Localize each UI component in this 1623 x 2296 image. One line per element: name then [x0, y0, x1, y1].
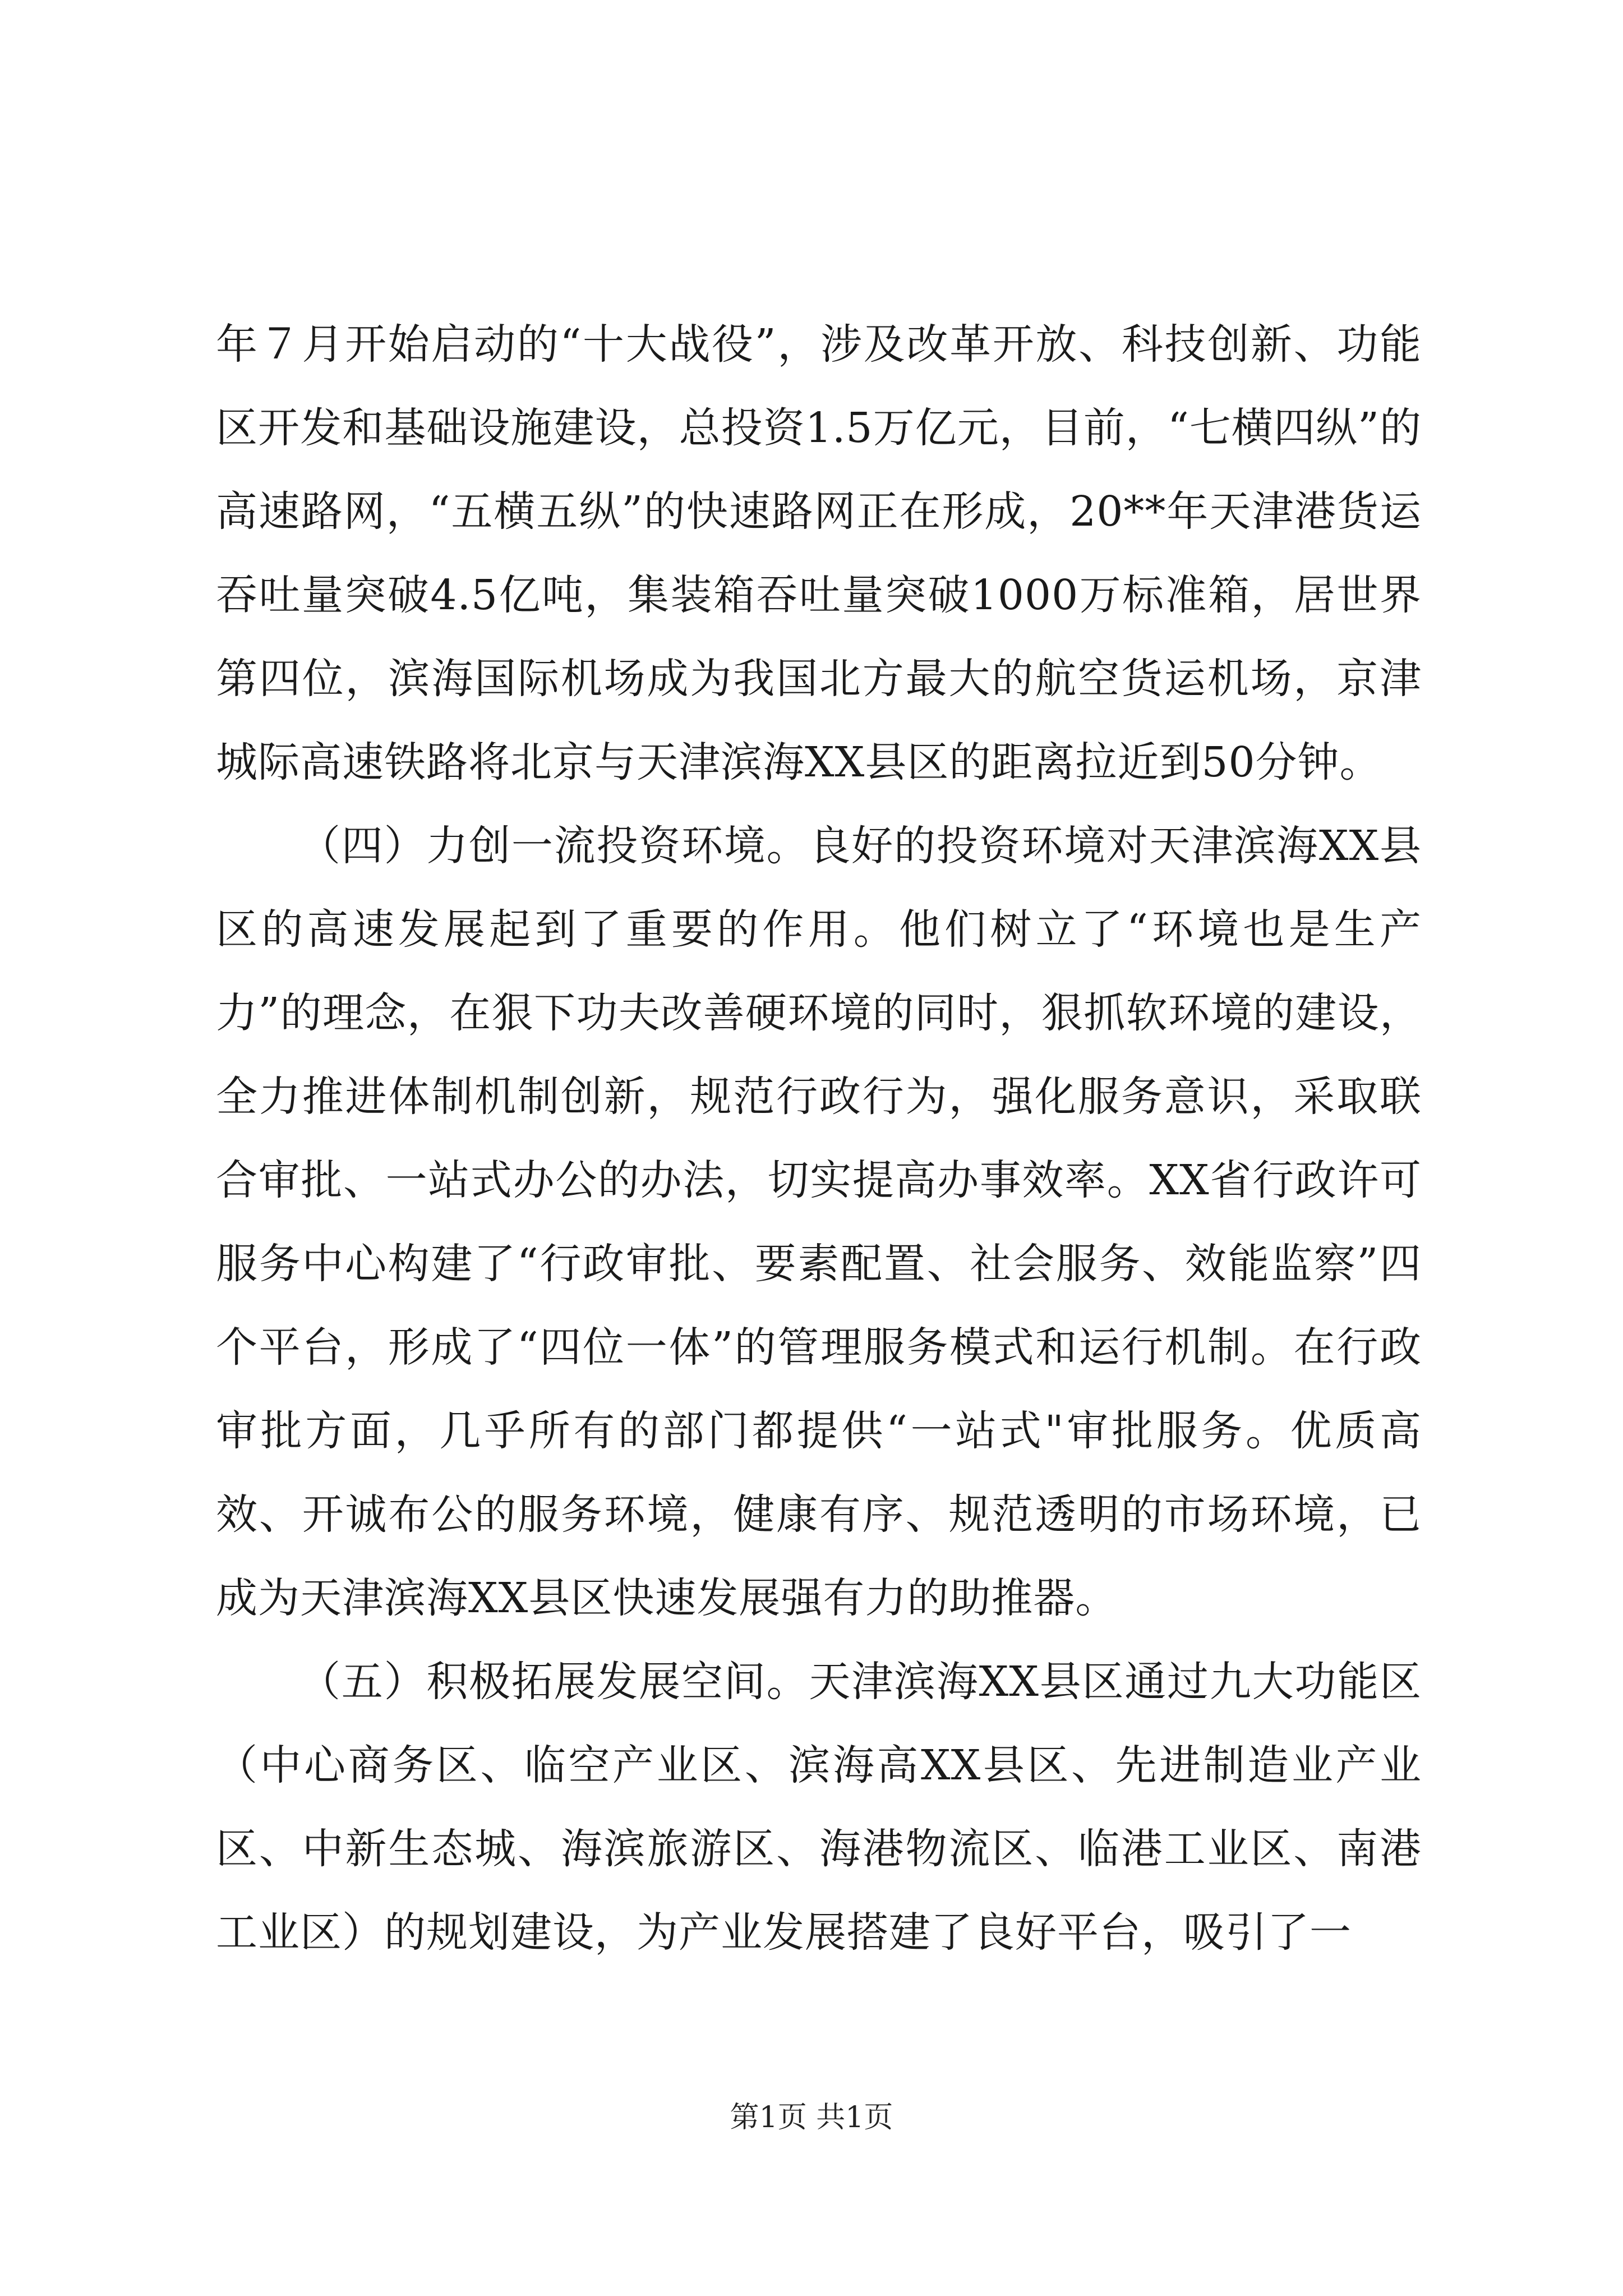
- paragraph-3: （五）积极拓展发展空间。天津滨海XX县区通过九大功能区（中心商务区、临空产业区、滨海高XX县区、先进制造业产业区、中新生态城、海滨旅游区、海港物流区、临港工业区、南港工业区）的规划建设，为产业发展搭建了良好平台，吸引了一: [216, 1658, 1422, 1957]
- page-footer: 第1页 共1页: [730, 2101, 893, 2134]
- document-body: [216, 303, 1422, 1975]
- paragraph-2: （四）力创一流投资环境。良好的投资环境对天津滨海XX县区的高速发展起到了重要的作用。他们树立了“环境也是生产力”的理念，在狠下功夫改善硬环境的同时，狠抓软环境的建设，全力推进体制机制创新，规范行政行为，强化服务意识，采取联合审批、一站式办公的办法，切实提高办事效率。XX省行政许可服务中心构建了“行政审批、要素配置、社会服务、效能监察”四个平台，形成了“四位一体”的管理服务模式和运行机制。在行政审批方面，几乎所有的部门都提供“一站式"审批服务。优质高效、开诚布公的服务环境，健康有序、规范透明的市场环境，已成为天津滨海XX县区快速发展强有力的助推器。: [216, 822, 1422, 1622]
- paragraph-1: 年７月开始启动的“十大战役”，涉及改革开放、科技创新、功能区开发和基础设施建设，总投资1.5万亿元，目前，“七横四纵”的高速路网，“五横五纵”的快速路网正在形成，20**年天津港货运吞吐量突破4.5亿吨，集装箱吞吐量突破1000万标准箱，居世界第四位，滨海国际机场成为我国北方最大的航空货运机场，京津城际高速铁路将北京与天津滨海XX县区的距离拉近到50分钟。: [216, 320, 1422, 786]
